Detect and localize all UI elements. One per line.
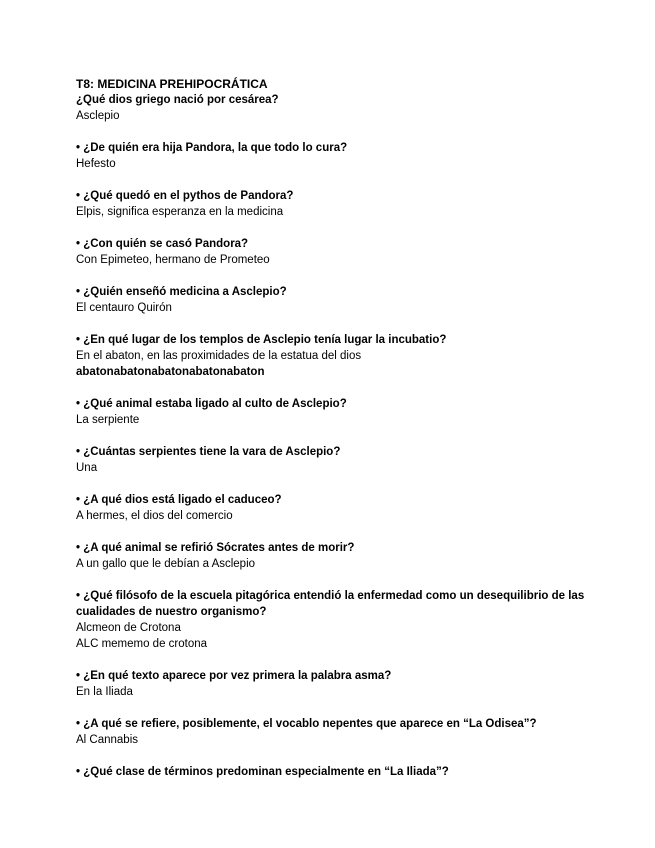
question: • ¿A qué dios está ligado el caduceo? xyxy=(76,494,282,506)
qa-item xyxy=(76,332,596,380)
qa-item xyxy=(76,764,596,780)
question: • ¿A qué se refiere, posiblemente, el vocablo nepentes que aparece en “La Odisea”? xyxy=(76,718,537,730)
answer: El centauro Quirón xyxy=(76,302,172,314)
question: • ¿Qué clase de términos predominan especialmente en “La Iliada”? xyxy=(76,766,449,778)
question: • ¿Quién enseñó medicina a Asclepio? xyxy=(76,286,287,298)
qa-item xyxy=(76,188,596,220)
question: • ¿Qué animal estaba ligado al culto de Asclepio? xyxy=(76,398,347,410)
answer: Una xyxy=(76,462,98,474)
question: ¿Qué dios griego nació por cesárea? xyxy=(76,94,279,106)
answer: En la Iliada xyxy=(76,686,133,698)
answer: En el abaton, en las proximidades de la estatua del dios xyxy=(76,350,362,362)
qa-item xyxy=(76,716,596,748)
qa-item xyxy=(76,92,596,124)
question: • ¿Con quién se casó Pandora? xyxy=(76,238,249,250)
question: • ¿En qué texto aparece por vez primera la palabra asma? xyxy=(76,670,392,682)
answer: Al Cannabis xyxy=(76,734,139,746)
answer: La serpiente xyxy=(76,414,140,426)
question: • ¿Cuántas serpientes tiene la vara de Asclepio? xyxy=(76,446,341,458)
qa-item xyxy=(76,492,596,524)
qa-item xyxy=(76,140,596,172)
question: • ¿Qué filósofo de la escuela pitagórica entendió la enfermedad como un desequilibrio de las cualidades de nuestro organismo? xyxy=(76,590,585,618)
qa-item xyxy=(76,540,596,572)
answer-bold: abatonabatonabatonabatonabaton xyxy=(76,366,265,378)
question: • ¿A qué animal se refirió Sócrates antes de morir? xyxy=(76,542,355,554)
question: • ¿Qué quedó en el pythos de Pandora? xyxy=(76,190,294,202)
answer: Elpis, significa esperanza en la medicina xyxy=(76,206,284,218)
answer: A hermes, el dios del comercio xyxy=(76,510,233,522)
document-title: T8: MEDICINA PREHIPOCRÁTICA xyxy=(76,77,268,91)
answer: ALC mememo de crotona xyxy=(76,638,208,650)
answer: Asclepio xyxy=(76,110,120,122)
qa-item xyxy=(76,396,596,428)
answer: Hefesto xyxy=(76,158,116,170)
qa-item xyxy=(76,236,596,268)
answer: A un gallo que le debían a Asclepio xyxy=(76,558,256,570)
qa-item xyxy=(76,668,596,700)
answer: Con Epimeteo, hermano de Prometeo xyxy=(76,254,270,266)
answer: Alcmeon de Crotona xyxy=(76,622,181,634)
qa-item xyxy=(76,284,596,316)
document-page xyxy=(76,77,596,796)
qa-item xyxy=(76,444,596,476)
question: • ¿De quién era hija Pandora, la que todo lo cura? xyxy=(76,142,348,154)
qa-item xyxy=(76,588,596,652)
question: • ¿En qué lugar de los templos de Asclepio tenía lugar la incubatio? xyxy=(76,334,447,346)
